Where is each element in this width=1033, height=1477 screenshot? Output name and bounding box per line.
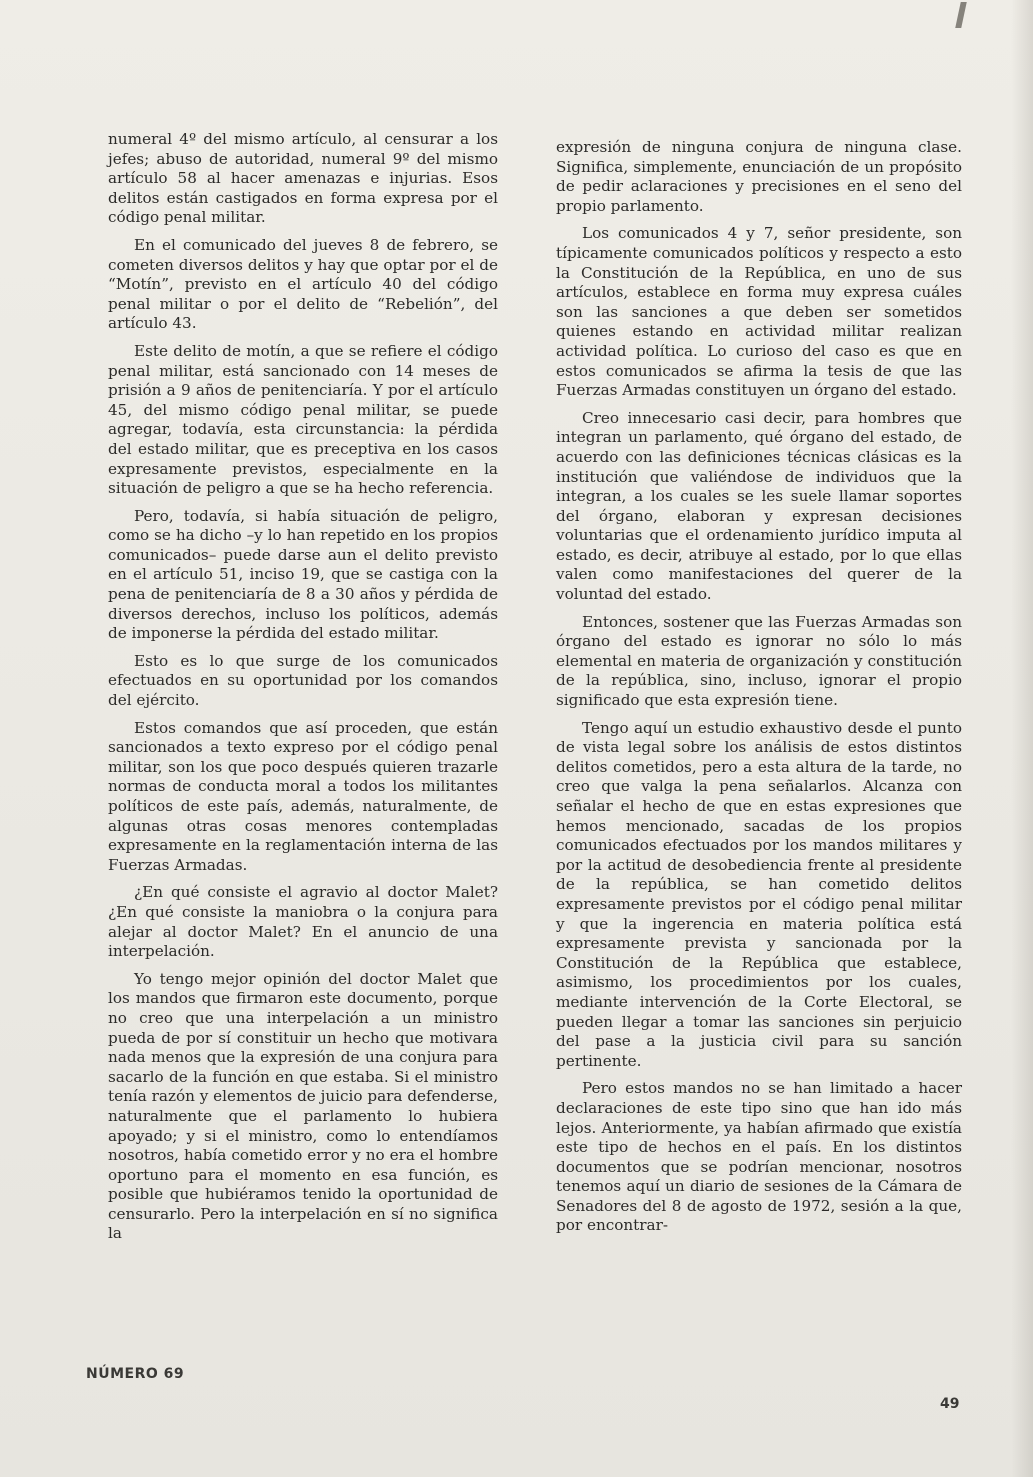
paragraph: Creo innecesario casi decir, para hombres que integran un parlamento, qué órgano del estado, de acuerdo con las definiciones técnicas clásicas es la institución que valiéndose de individuos que la integran, a los cuales se les suele llamar soportes del órgano, elaboran y expresan decisiones voluntarias que el ordenamiento jurídico imputa al estado, es decir, atribuye al estado, por lo que ellas valen como manifestaciones del querer de la voluntad del estado. — [556, 408, 962, 604]
paragraph: Este delito de motín, a que se refiere el código penal militar, está sancionado con 14 meses de prisión a 9 años de penitenciaría. Y por el artículo 45, del mismo código penal militar, se puede agregar, todavía, esta circunstancia: la pérdida del estado militar, que es preceptiva en los casos expresamente previstos, especialmente en la situación de peligro a que se ha hecho referencia. — [108, 341, 498, 498]
paragraph: Yo tengo mejor opinión del doctor Malet que los mandos que firmaron este documento, porque no creo que una interpelación a un ministro pueda de por sí constituir un hecho que motivara nada menos que la expresión de una conjura para sacarlo de la función en que estaba. Si el ministro tenía razón y elementos de juicio para defenderse, naturalmente que el parlamento lo hubiera apoyado; y si el ministro, como lo entendíamos nosotros, había cometido error y no era el hombre oportuno para el momento en esa función, es posible que hubiéramos tenido la oportunidad de censurarlo. Pero la interpelación en sí no significa la — [108, 969, 498, 1243]
paragraph: Pero estos mandos no se han limitado a hacer declaraciones de este tipo sino que han ido más lejos. Anteriormente, ya habían afirmado que existía este tipo de hechos en el país. En los distintos documentos que se podrían mencionar, nosotros tenemos aquí un diario de sesiones de la Cámara de Senadores del 8 de agosto de 1972, sesión a la que, por encontrar- — [556, 1079, 962, 1235]
issue-number: NÚMERO 69 — [86, 1366, 185, 1382]
paragraph: Tengo aquí un estudio exhaustivo desde el punto de vista legal sobre los análisis de estos distintos delitos cometidos, pero a esta altura de la tarde, no creo que valga la pena señalarlos. Alcanza con señalar el hecho de que en estas expresiones que hemos mencionado, sacadas de los propios comunicados efectuados por los mandos militares y por la actitud de desobediencia frente al presidente de la república, se han cometido delitos expresamente previstos por el código penal militar y que la ingerencia en materia política está expresamente prevista y sancionada por la Constitución de la República que establece, asimismo, los procedimientos por los cuales, mediante intervención de la Corte Electoral, se pueden llegar a tomar las sanciones sin perjuicio del pase a la justicia civil para su sanción pertinente. — [556, 718, 962, 1070]
right-column — [556, 138, 962, 1244]
paragraph: expresión de ninguna conjura de ninguna clase. Significa, simplemente, enunciación de un propósito de pedir aclaraciones y precisiones en el seno del propio parlamento. — [556, 138, 962, 215]
page-edge-shadow — [1011, 0, 1033, 1477]
paragraph: numeral 4º del mismo artículo, al censurar a los jefes; abuso de autoridad, numeral 9º del mismo artículo 58 al hacer amenazas e injurias. Esos delitos están castigados en forma expresa por el código penal militar. — [108, 130, 498, 227]
paragraph: Los comunicados 4 y 7, señor presidente, son típicamente comunicados políticos y respecto a esto la Constitución de la República, en uno de sus artículos, establece en forma muy expresa cuáles son las sanciones a que deben ser sometidos quienes estando en actividad militar realizan actividad política. Lo curioso del caso es que en estos comunicados se afirma la tesis de que las Fuerzas Armadas constituyen un órgano del estado. — [556, 224, 962, 400]
corner-mark — [955, 2, 967, 28]
paragraph: Esto es lo que surge de los comunicados efectuados en su oportunidad por los comandos del ejército. — [108, 651, 498, 710]
left-column — [108, 130, 498, 1252]
page-number: 49 — [940, 1396, 960, 1412]
paragraph: Estos comandos que así proceden, que están sancionados a texto expreso por el código penal militar, son los que poco después quieren trazarle normas de conducta moral a todos los militantes políticos de este país, además, naturalmente, de algunas otras cosas menores contempladas expresamente en la reglamentación interna de las Fuerzas Armadas. — [108, 718, 498, 874]
paragraph: En el comunicado del jueves 8 de febrero, se cometen diversos delitos y hay que optar por el de “Motín”, previsto en el artículo 40 del código penal militar o por el delito de “Rebelión”, del artículo 43. — [108, 235, 498, 333]
paragraph: ¿En qué consiste el agravio al doctor Malet? ¿En qué consiste la maniobra o la conjura para alejar al doctor Malet? En el anuncio de una interpelación. — [108, 883, 498, 961]
paragraph: Entonces, sostener que las Fuerzas Armadas son órgano del estado es ignorar no sólo lo más elemental en materia de organización y constitución de la república, sino, incluso, ignorar el propio significado que esta expresión tiene. — [556, 612, 962, 710]
paragraph: Pero, todavía, si había situación de peligro, como se ha dicho –y lo han repetido en los propios comunicados– puede darse aun el delito previsto en el artículo 51, inciso 19, que se castiga con la pena de penitenciaría de 8 a 30 años y pérdida de diversos derechos, incluso los políticos, además de imponerse la pérdida del estado militar. — [108, 506, 498, 643]
